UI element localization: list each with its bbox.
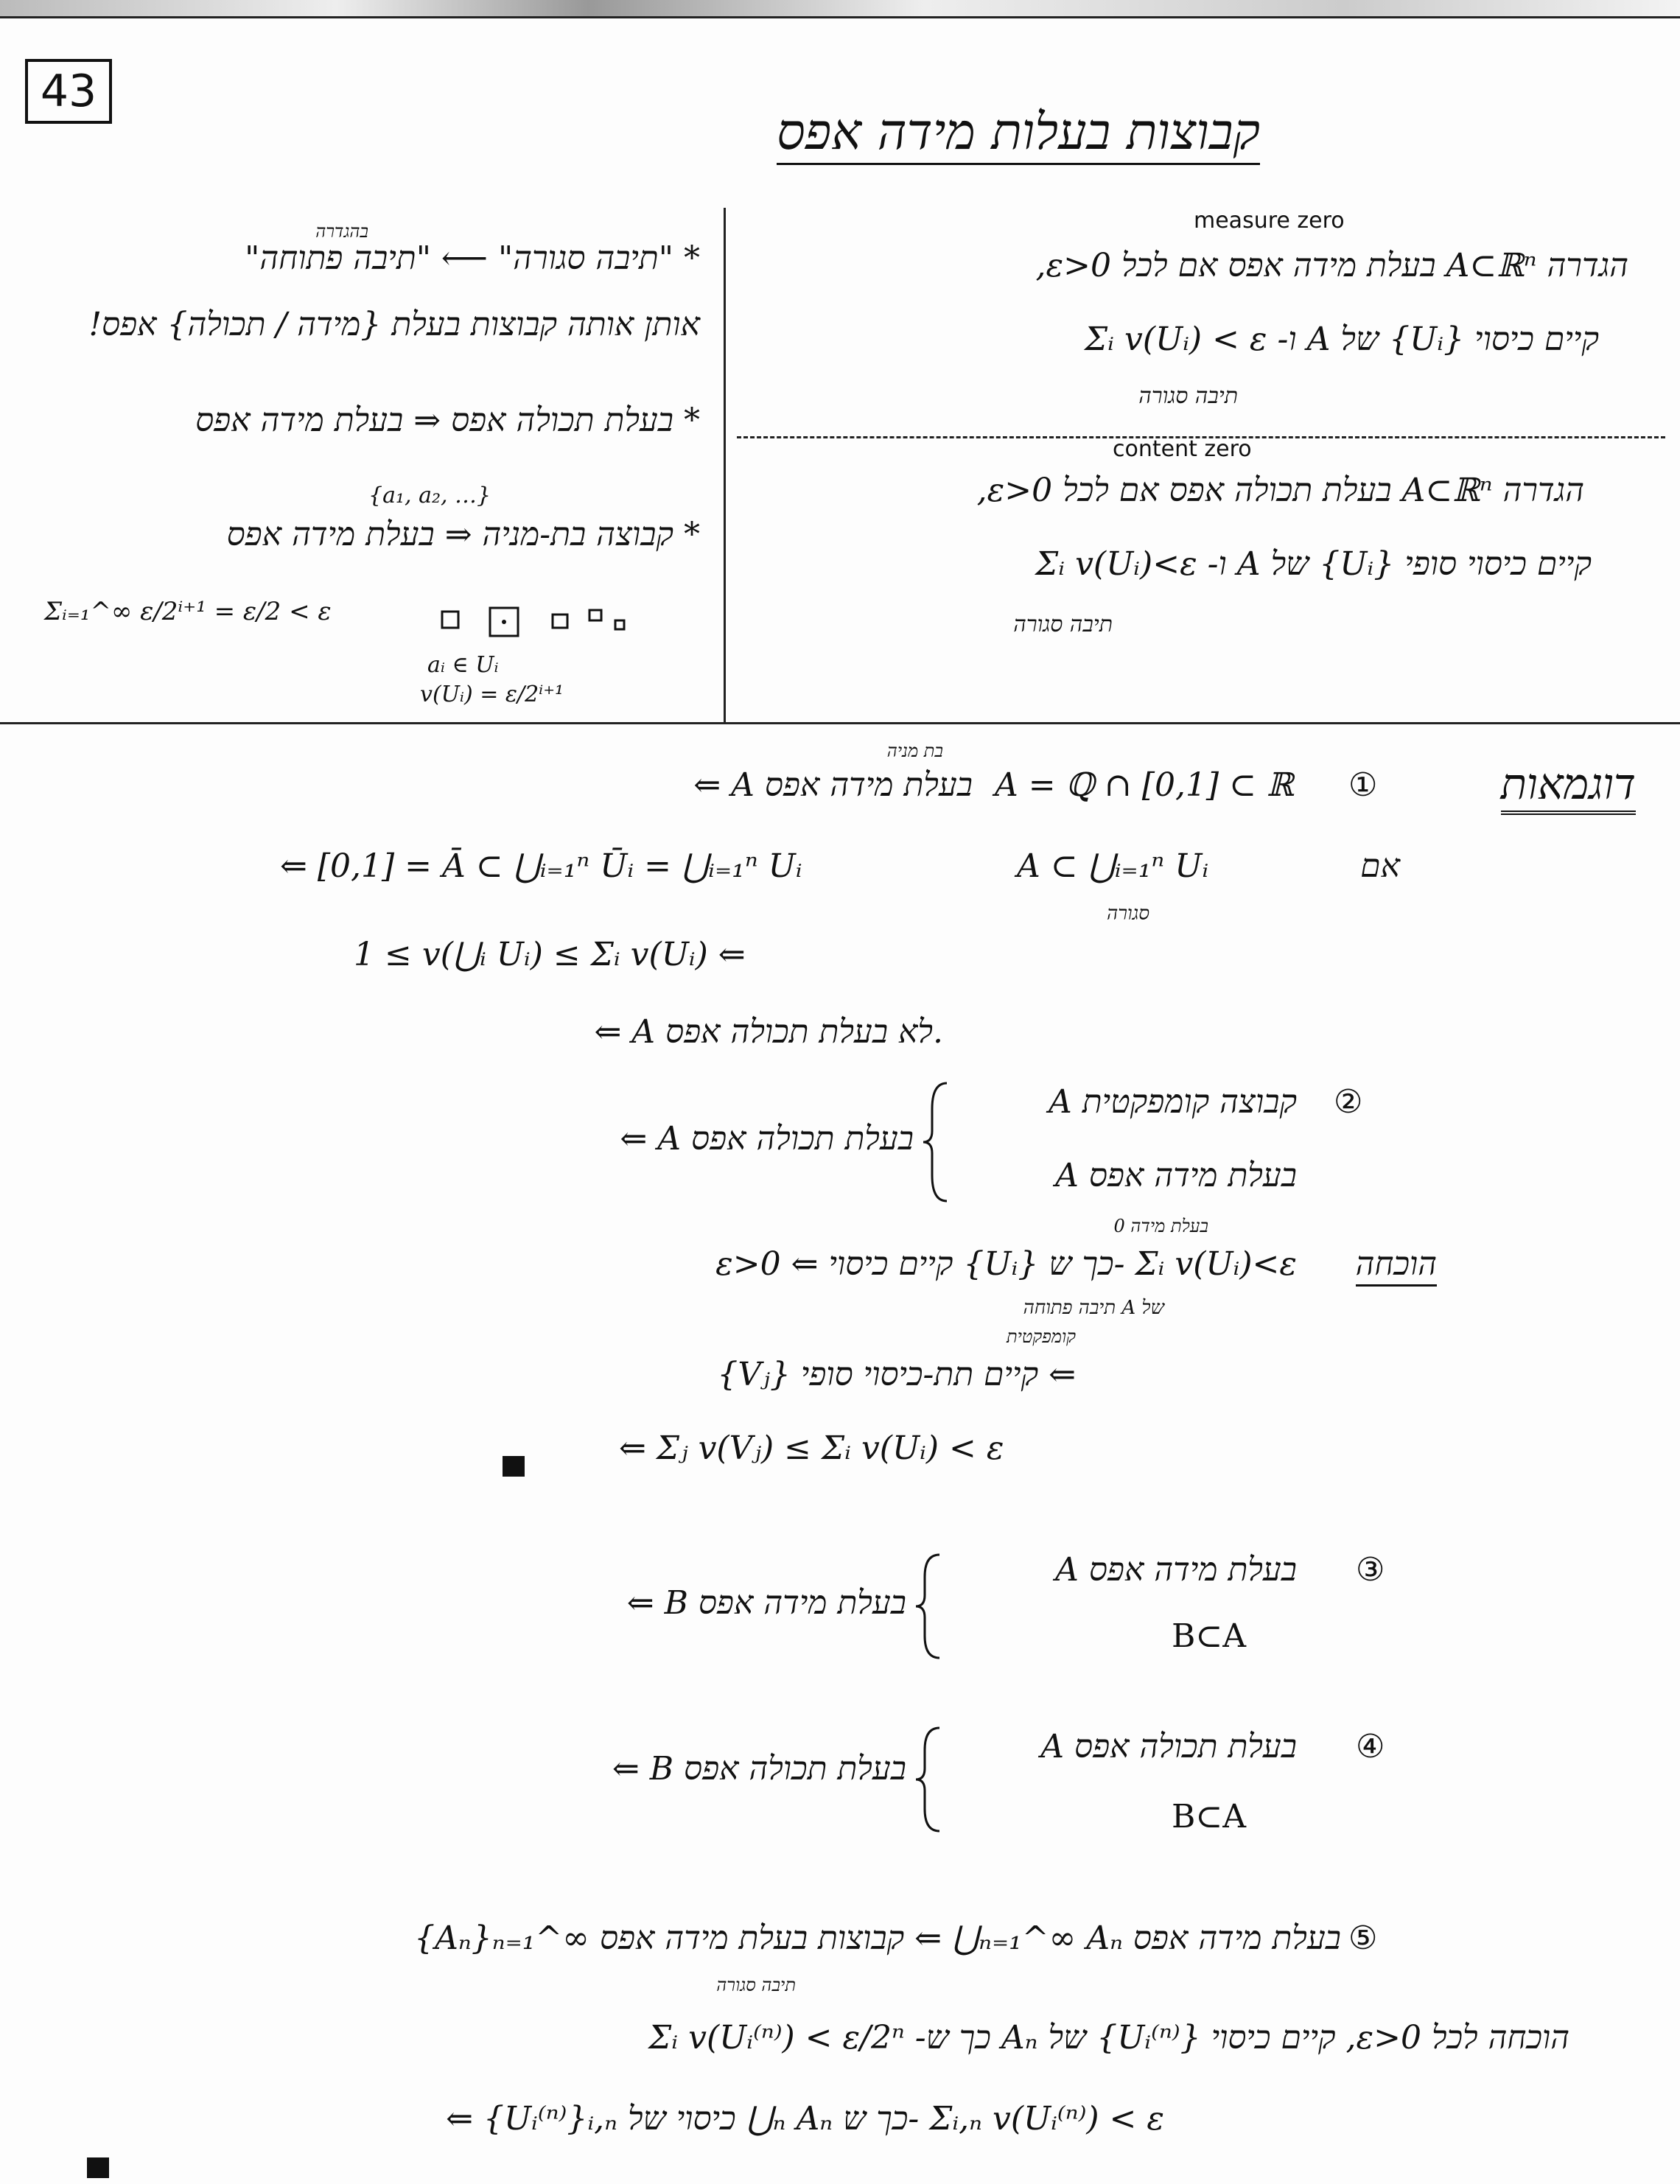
remark2: * בעלת תכולה אפס ⇒ בעלת מידה אפס	[195, 402, 700, 439]
ex1-set: A = ℚ ∩ [0,1] ⊂ ℝ	[995, 766, 1294, 804]
ex2-proof1-note2: של A תיבה פתוחה	[1023, 1297, 1164, 1319]
remark3-cover: aᵢ ∈ Uᵢ	[427, 652, 499, 678]
ex4-cond2: B⊂A	[1172, 1798, 1246, 1835]
page-number: 43	[25, 59, 112, 124]
remark1: * "תיבה סגורה" ⟵ "תיבה פתוחה"	[245, 239, 700, 277]
page-title: קבוצות בעלות מידה אפס	[777, 103, 1260, 165]
ex2-brace	[921, 1079, 951, 1205]
def-measure-line2: קיים כיסוי {Uᵢ} של A ו- Σᵢ v(Uᵢ) < ε	[1085, 321, 1599, 358]
ex5-line3: ⇐ {Uᵢ⁽ⁿ⁾}ᵢ,ₙ כיסוי של ⋃ₙ Aₙ כך ש- Σᵢ,ₙ v(Uᵢ⁽ⁿ⁾) < ε	[446, 2100, 1164, 2138]
ex3-result: ⇐ B בעלת מידה אפס	[626, 1584, 906, 1622]
ex2-proof-label: הוכחה	[1356, 1245, 1437, 1287]
content-zero-tag: content zero	[1113, 436, 1252, 462]
ex2-proof2-note: קומפקטית	[1006, 1326, 1076, 1347]
ex2-cond1: A קבוצה קומפקטית	[1048, 1083, 1297, 1121]
def-content-line2: קיים כיסוי סופי {Uᵢ} של A ו- Σᵢ v(Uᵢ)<ε	[1035, 545, 1592, 583]
ex4-brace	[914, 1724, 943, 1835]
ex3-number: ③	[1356, 1551, 1385, 1589]
ex2-cond2: A בעלת מידה אפס	[1055, 1157, 1297, 1194]
remark3: * קבוצה בת-מניה ⇒ בעלת מידה אפס	[226, 516, 700, 553]
def-content-line1: הגדרה A⊂ℝⁿ בעלת תכולה אפס אם לכל ε>0,	[976, 472, 1584, 509]
ex2-result: ⇐ A בעלת תכולה אפס	[620, 1120, 914, 1158]
def-content-note: תיבה סגורה	[1013, 612, 1113, 637]
def-measure-note: תיבה סגורה	[1138, 383, 1238, 409]
ex2-proof2: ⇐ קיים תת-כיסוי סופי {Vⱼ}	[717, 1356, 1076, 1393]
measure-zero-tag: measure zero	[1194, 208, 1345, 234]
ex1-number: ①	[1348, 766, 1378, 804]
ex5-note: תיבה סגורה	[716, 1975, 796, 1995]
examples-label: דוגמאות	[1501, 759, 1636, 815]
ex1-cover: A ⊂ ⋃ᵢ₌₁ⁿ Uᵢ	[1017, 847, 1209, 885]
ex5-line1: {Aₙ}ₙ₌₁^∞ קבוצות בעלת מידה אפס ⇐ ⋃ₙ₌₁^∞ Aₙ בעלת מידה אפס	[414, 1919, 1341, 1957]
ex2-qed	[503, 1456, 525, 1477]
remark3-set: {a₁, a₂, …}	[368, 483, 491, 508]
ex1-volume: 1 ≤ v(⋃ᵢ Uᵢ) ≤ Σᵢ v(Uᵢ) ⇐	[354, 936, 746, 973]
remark3-sum: Σᵢ₌₁^∞ ε/2ⁱ⁺¹ = ε/2 < ε	[44, 597, 332, 626]
ex2-proof1: ε>0 ⇐ קיים כיסוי {Uᵢ} כך ש- Σᵢ v(Uᵢ)<ε	[715, 1245, 1297, 1283]
box-divider	[724, 208, 726, 724]
ex2-number: ②	[1334, 1083, 1363, 1121]
ex3-cond2: B⊂A	[1172, 1617, 1246, 1655]
ex1-countable-note: בת מניה	[886, 741, 943, 761]
def-measure-line1: הגדרה A⊂ℝⁿ בעלת מידה אפס אם לכל ε>0,	[1035, 247, 1628, 284]
ex5-line2: הוכחה לכל ε>0, קיים כיסוי {Uᵢ⁽ⁿ⁾} של Aₙ כך ש- Σᵢ v(Uᵢ⁽ⁿ⁾) < ε/2ⁿ	[648, 2019, 1569, 2057]
ex4-cond1: A בעלת תכולה אפס	[1040, 1728, 1297, 1765]
remark1-small: בהגדרה	[315, 221, 368, 242]
ex5-number: ⑤	[1348, 1919, 1378, 1957]
ex5-qed	[87, 2157, 109, 2178]
ex4-result: ⇐ B בעלת תכולה אפס	[612, 1750, 906, 1788]
scan-edge	[0, 0, 1680, 16]
box-bottom-rule	[0, 722, 1680, 724]
ex1-result: ⇐ A בעלת מידה אפס	[693, 766, 973, 804]
ex1-conclusion: ⇐ A לא בעלת תכולה אפס.	[594, 1013, 943, 1051]
remark1b: אותן אותה קבוצות בעלת {מידה / תכולה} אפס!	[88, 306, 700, 343]
ex2-proof3: ⇐ Σⱼ v(Vⱼ) ≤ Σᵢ v(Uᵢ) < ε	[619, 1429, 1004, 1467]
cover-boxes-drawing	[435, 589, 678, 656]
ex3-brace	[914, 1551, 943, 1662]
ex2-proof1-note1: בעלת מידה 0	[1113, 1216, 1208, 1236]
ex1-closed-note: סגורה	[1106, 903, 1149, 925]
top-rule	[0, 16, 1680, 18]
ex3-cond1: A בעלת מידה אפס	[1055, 1551, 1297, 1589]
ex1-closure: ⇐ [0,1] = Ā ⊂ ⋃ᵢ₌₁ⁿ Ūᵢ = ⋃ᵢ₌₁ⁿ Uᵢ	[280, 847, 802, 885]
ex1-if: אם	[1360, 847, 1400, 885]
ex4-number: ④	[1356, 1728, 1385, 1765]
remark3-vol: v(Uᵢ) = ε/2ⁱ⁺¹	[420, 682, 564, 707]
